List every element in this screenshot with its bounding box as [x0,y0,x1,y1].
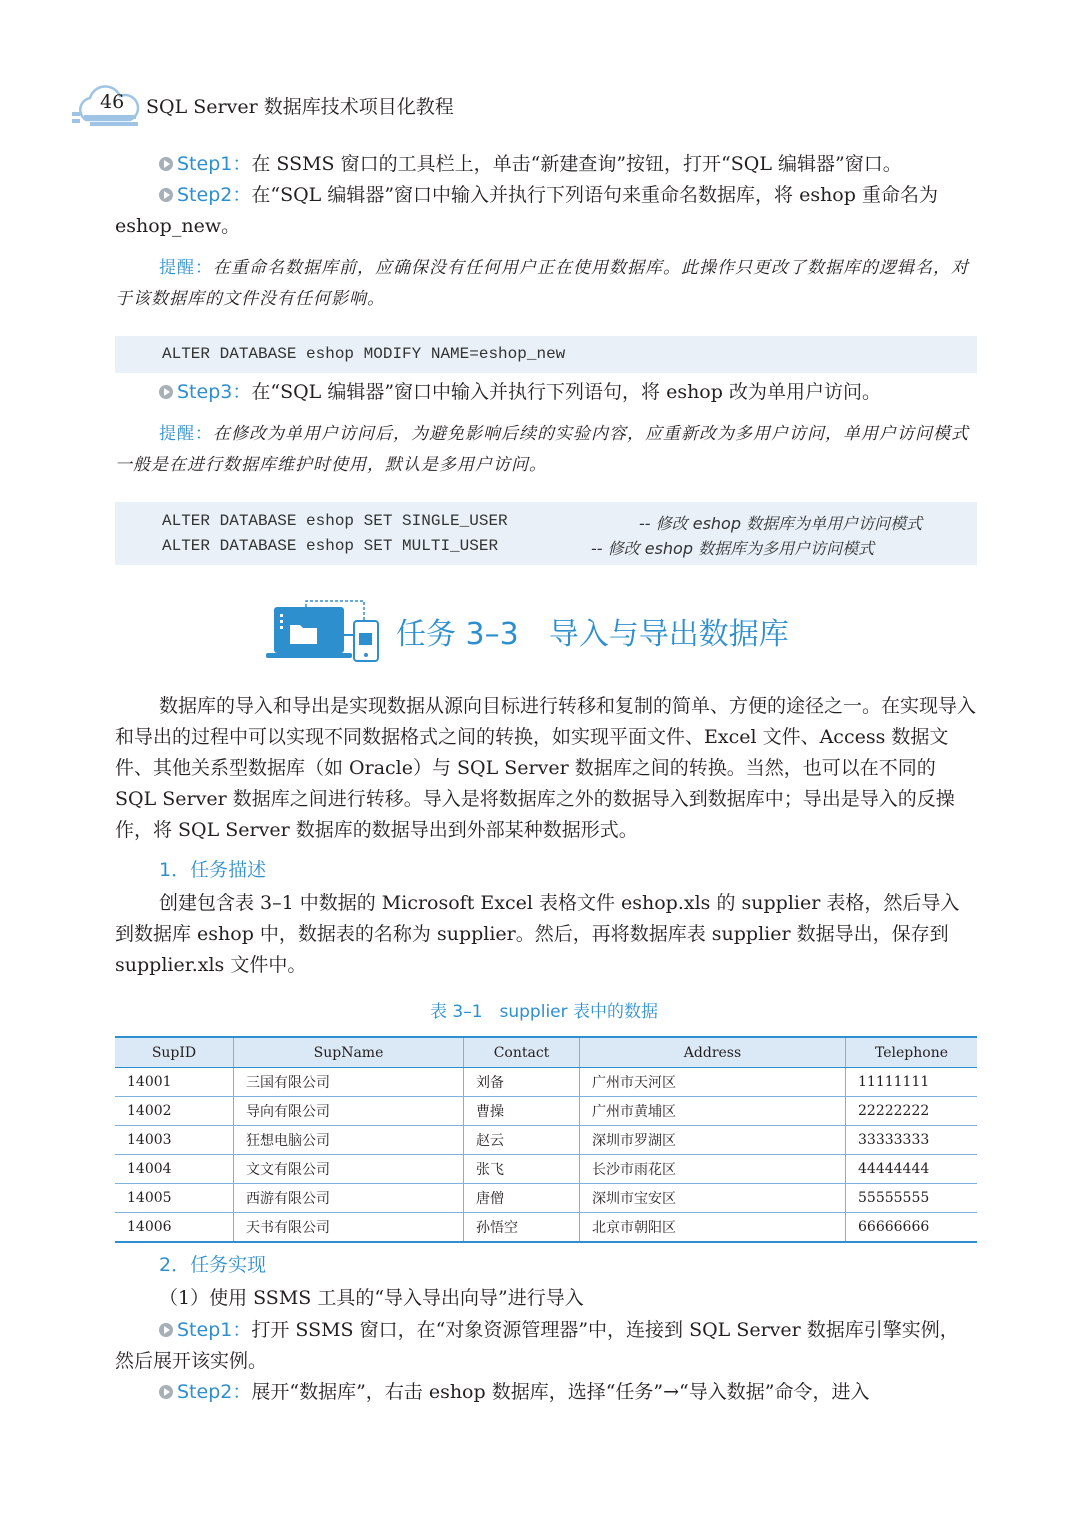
step2-paragraph [115,1377,977,1408]
section-paragraph: 创建包含表 3–1 中数据的 Microsoft Excel 表格文件 eshop.xls 的 supplier 表格，然后导入到数据库 eshop 中，数据表的名称为 supplier。然后，再将数据库表 supplier 数据导出，保存到 supplier.xls 文件中。 [115,892,960,976]
table-cell: 55555555 [846,1184,978,1213]
column-header: Address [580,1037,846,1068]
table-cell: 广州市天河区 [580,1068,846,1097]
step-label: Step1： [177,153,252,175]
table-cell: 深圳市宝安区 [580,1184,846,1213]
table-cell: 西游有限公司 [234,1184,464,1213]
table-cell: 天书有限公司 [234,1213,464,1243]
table-cell: 广州市黄埔区 [580,1097,846,1126]
step-label: Step2： [177,1381,252,1403]
tip-label: 提醒： [159,424,213,444]
table-cell: 44444444 [846,1155,978,1184]
code-comment: -- 修改 eshop 数据库为多用户访问模式 [591,539,875,558]
tip-paragraph [115,253,977,315]
step1-paragraph [115,1315,977,1377]
table-cell: 张飞 [464,1155,580,1184]
section-title: 1．任务描述 [159,859,267,881]
step1-paragraph [115,149,977,180]
table-caption: 表 3–1 supplier 表中的数据 [429,1002,659,1022]
page-header [70,82,490,132]
step-text: 展开“数据库”，右击 eshop 数据库，选择“任务”→“导入数据”命令，进入 [251,1381,870,1403]
table-cell: 北京市朝阳区 [580,1213,846,1243]
tip-paragraph [115,419,977,481]
supplier-table [115,1036,977,1243]
tip-text: 在重命名数据库前，应确保没有任何用户正在使用数据库。此操作只更改了数据库的逻辑名，对于该数据库的文件没有任何影响。 [115,258,969,309]
table-cell: 曹操 [464,1097,580,1126]
step-text: 在“SQL 编辑器”窗口中输入并执行下列语句来重命名数据库，将 eshop 重命名为 eshop_new。 [115,184,938,237]
step-label: Step2： [177,184,252,206]
section-title: 2．任务实现 [159,1254,267,1276]
table-cell: 长沙市雨花区 [580,1155,846,1184]
laptop-phone-transfer-icon [264,599,384,663]
code-line: ALTER DATABASE eshop SET SINGLE_USER [162,512,508,530]
table-cell: 孙悟空 [464,1213,580,1243]
table-cell: 狂想电脑公司 [234,1126,464,1155]
column-header: SupName [234,1037,464,1068]
table-header-row [115,1037,977,1068]
table-cell: 14002 [115,1097,234,1126]
table-row [115,1213,977,1243]
table-cell: 导向有限公司 [234,1097,464,1126]
table-cell: 14006 [115,1213,234,1243]
table-cell: 33333333 [846,1126,978,1155]
column-header: SupID [115,1037,234,1068]
page-number: 46 [100,91,125,113]
table-cell: 14005 [115,1184,234,1213]
code-line: ALTER DATABASE eshop MODIFY NAME=eshop_new [162,345,566,363]
table-cell: 刘备 [464,1068,580,1097]
task-heading [264,599,864,663]
step2-paragraph [115,180,977,242]
intro-paragraph: 数据库的导入和导出是实现数据从源向目标进行转移和复制的简单、方便的途径之一。在实现导入和导出的过程中可以实现不同数据格式之间的转换，如实现平面文件、Excel 文件、Access 数据文件、其他关系型数据库（如 Oracle）与 SQL Server 数据库之间的转换。当然，也可以在不同的 SQL Server 数据库之间进行转移。导入是将数据库之外的数据导入到数据库中；导出是导入的反操作，将 SQL Server 数据库的数据导出到外部某种数据形式。 [115,695,977,841]
code-line: ALTER DATABASE eshop SET MULTI_USER [162,537,499,555]
table-cell: 三国有限公司 [234,1068,464,1097]
table-cell: 唐僧 [464,1184,580,1213]
play-bullet-icon [159,1323,173,1337]
code-comment: -- 修改 eshop 数据库为单用户访问模式 [639,514,923,533]
table-cell: 22222222 [846,1097,978,1126]
play-bullet-icon [159,157,173,171]
book-title: SQL Server 数据库技术项目化教程 [146,96,454,118]
step-label: Step3： [177,381,252,403]
table-cell: 11111111 [846,1068,978,1097]
task-title: 任务 3–3 导入与导出数据库 [396,617,789,652]
table-cell: 66666666 [846,1213,978,1243]
section-subtitle: （1）使用 SSMS 工具的“导入导出向导”进行导入 [159,1287,584,1309]
table-cell: 深圳市罗湖区 [580,1126,846,1155]
table-row [115,1184,977,1213]
table-row [115,1126,977,1155]
tip-label: 提醒： [159,258,213,278]
play-bullet-icon [159,385,173,399]
code-block [115,336,977,373]
code-block [115,502,977,565]
table-cell: 赵云 [464,1126,580,1155]
step-text: 在“SQL 编辑器”窗口中输入并执行下列语句，将 eshop 改为单用户访问。 [251,381,881,403]
step-label: Step1： [177,1319,252,1341]
table-row [115,1155,977,1184]
table-cell: 14004 [115,1155,234,1184]
play-bullet-icon [159,188,173,202]
play-bullet-icon [159,1385,173,1399]
column-header: Telephone [846,1037,978,1068]
table-row [115,1068,977,1097]
table-row [115,1097,977,1126]
step3-paragraph [115,377,977,408]
table-cell: 文文有限公司 [234,1155,464,1184]
table-cell: 14001 [115,1068,234,1097]
step-text: 打开 SSMS 窗口，在“对象资源管理器”中，连接到 SQL Server 数据库引擎实例，然后展开该实例。 [115,1319,959,1372]
column-header: Contact [464,1037,580,1068]
table-cell: 14003 [115,1126,234,1155]
step-text: 在 SSMS 窗口的工具栏上，单击“新建查询”按钮，打开“SQL 编辑器”窗口。 [251,153,902,175]
tip-text: 在修改为单用户访问后，为避免影响后续的实验内容，应重新改为多用户访问，单用户访问模式一般是在进行数据库维护时使用，默认是多用户访问。 [115,424,969,475]
